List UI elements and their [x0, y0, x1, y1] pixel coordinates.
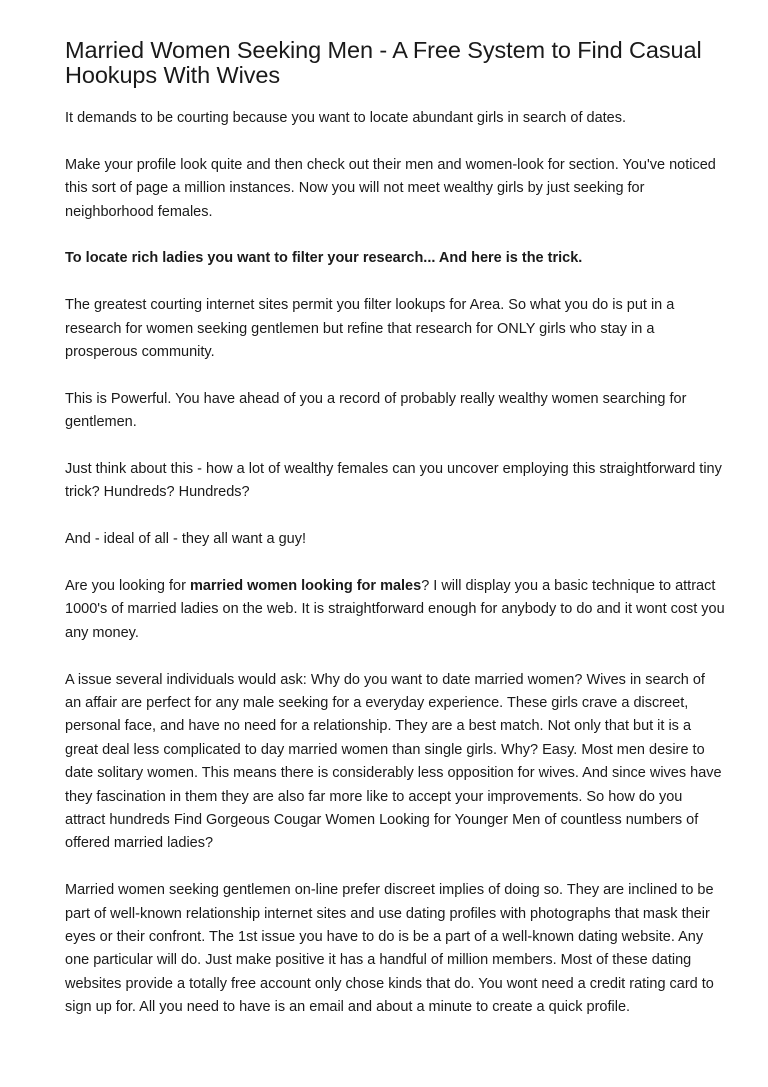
- paragraph-profile: Make your profile look quite and then check out their men and women-look for section. You've noticed this sort of page a million instances. Now you will not meet wealthy girls by just seeking for neighborhood females.: [65, 156, 716, 220]
- paragraph-bold-trick: [65, 247, 725, 270]
- paragraph-powerful: This is Powerful. You have ahead of you a record of probably really wealthy women searching for gentlemen.: [65, 390, 687, 431]
- text-segment: ? I will display you a basic technique to attract 1000's of married ladies on the web. It is straightforward enough for anybody to do and it wont cost you any money.: [65, 578, 725, 641]
- bold-keyword: married women looking for males: [189, 578, 422, 595]
- document-title: Married Women Seeking Men - A Free System to Find Casual Hookups With Wives: [65, 37, 702, 88]
- paragraph-think: Just think about this - how a lot of wealthy females can you uncover employing this straightforward tiny trick? Hundreds? Hundreds?: [65, 461, 722, 501]
- paragraph-ideal: And - ideal of all - they all want a guy!: [65, 531, 306, 548]
- bold-text: To locate rich ladies you want to filter your research... And here is the trick.: [65, 250, 583, 267]
- paragraph-why-married: A issue several individuals would ask: Why do you want to date married women? Wives in search of an affair are perfect for any male seeking for a everyday experience. These girls crave a discreet, personal face, and have no need for a relationship. They are a best match. Not only that but it is a great deal less complicated to day married women than single girls. Why? Easy. Most men desire to date solitary women. This means there is considerably less opposition for wives. And since wives have they fascination in them they are also far more like to accept your improvements. So how do you attract hundreds Find Gorgeous Cougar Women Looking for Younger Men of countless numbers of offered married ladies?: [65, 671, 722, 852]
- paragraph-online: Married women seeking gentlemen on-line prefer discreet implies of doing so. They are inclined to be part of well-known relationship internet sites and use dating profiles with photographs that mask their eyes or their confront. The 1st issue you have to do is be a part of a well-known dating website. Any one particular will do. Just make positive it has a handful of million members. Most of these dating websites provide a totally free account only chose kinds that do. You wont need a credit rating card to sign up for. All you need to have is an email and about a minute to create a quick profile.: [65, 882, 714, 1016]
- paragraph-area-filter: The greatest courting internet sites permit you filter lookups for Area. So what you do is put in a research for women seeking gentlemen but refine that research for ONLY girls who stay in a prosperous community.: [65, 297, 675, 361]
- paragraph-looking-for: [65, 575, 725, 645]
- paragraph-intro: It demands to be courting because you want to locate abundant girls in search of dates.: [65, 110, 627, 126]
- text-segment: Are you looking for: [65, 578, 190, 595]
